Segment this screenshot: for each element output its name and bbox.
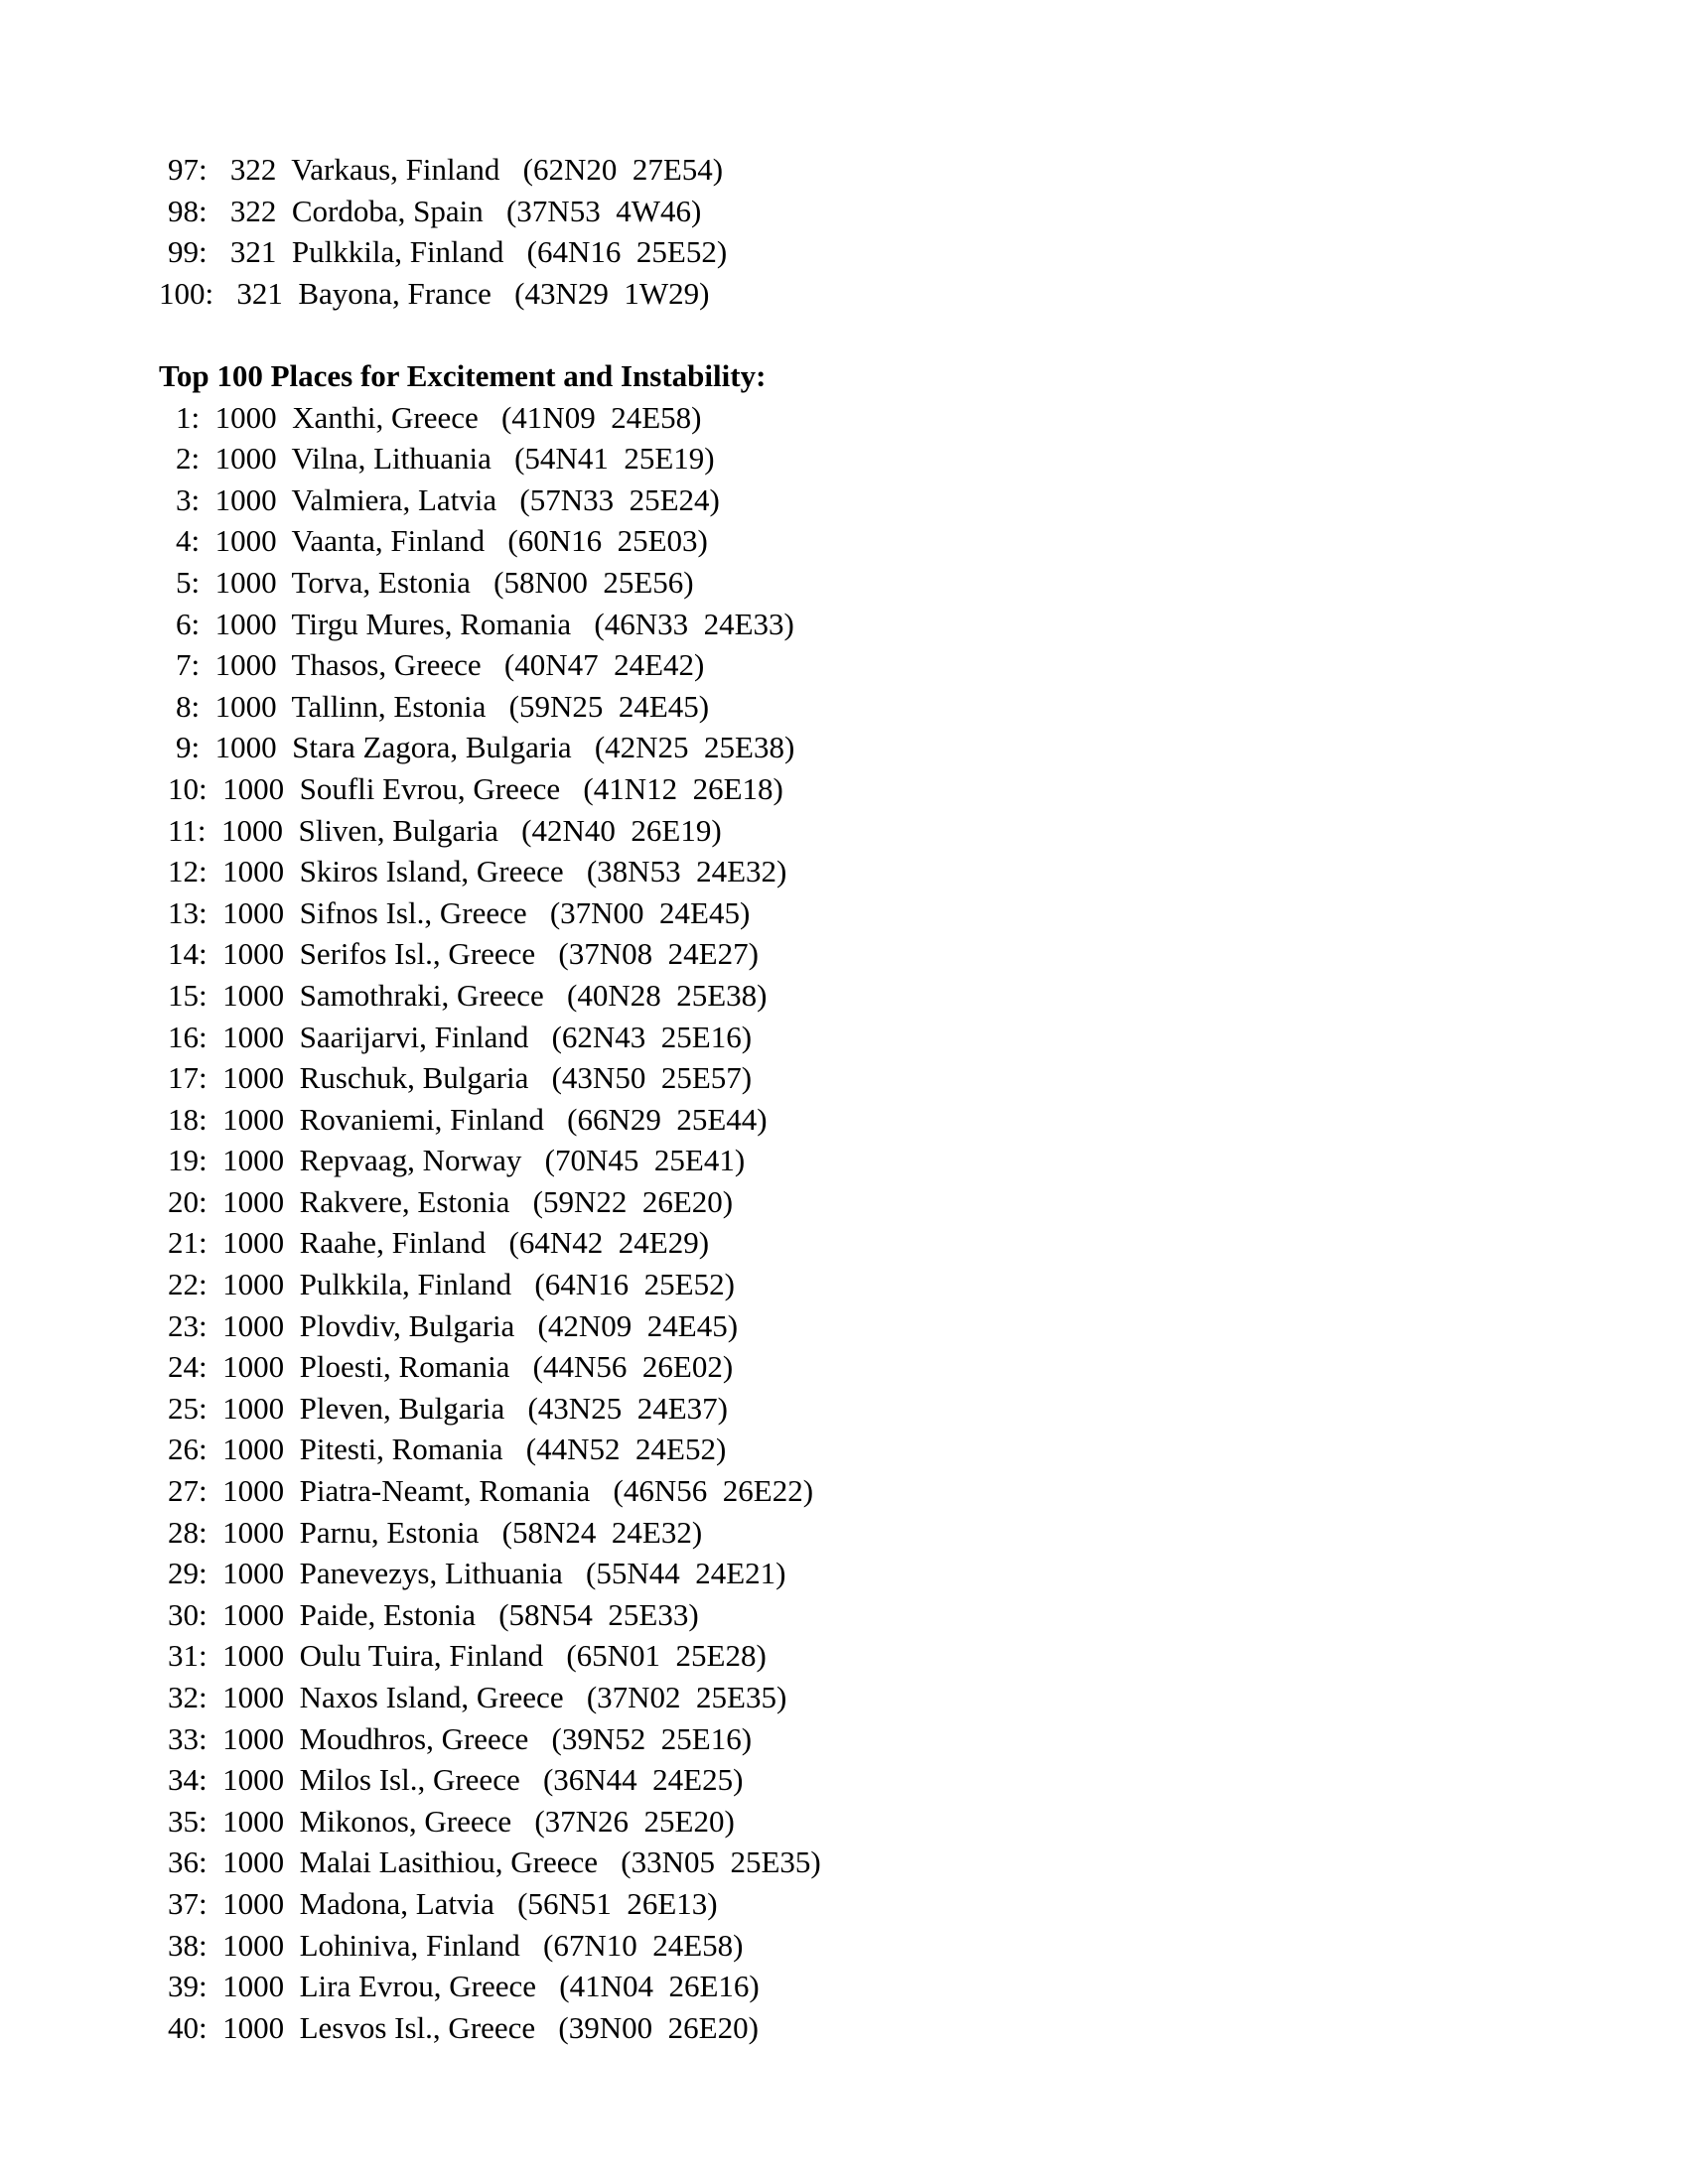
list-row: 24: 1000 Ploesti, Romania (44N56 26E02) xyxy=(168,1349,734,1385)
list-row: 99: 321 Pulkkila, Finland (64N16 25E52) xyxy=(168,234,728,270)
top-list xyxy=(159,397,821,2049)
list-row: 1: 1000 Xanthi, Greece (41N09 24E58) xyxy=(176,399,702,435)
list-row: 14: 1000 Serifos Isl., Greece (37N08 24E27) xyxy=(168,936,759,972)
list-row: 98: 322 Cordoba, Spain (37N53 4W46) xyxy=(168,193,702,228)
list-row: 2: 1000 Vilna, Lithuania (54N41 25E19) xyxy=(176,441,715,477)
list-row: 17: 1000 Ruschuk, Bulgaria (43N50 25E57) xyxy=(168,1060,753,1096)
list-row: 5: 1000 Torva, Estonia (58N00 25E56) xyxy=(176,564,694,600)
list-row: 30: 1000 Paide, Estonia (58N54 25E33) xyxy=(168,1596,699,1632)
previous-list xyxy=(159,149,727,314)
list-row: 25: 1000 Pleven, Bulgaria (43N25 24E37) xyxy=(168,1390,728,1426)
list-row: 29: 1000 Panevezys, Lithuania (55N44 24E21) xyxy=(168,1556,786,1591)
list-row: 31: 1000 Oulu Tuira, Finland (65N01 25E28) xyxy=(168,1638,767,1674)
list-row: 10: 1000 Soufli Evrou, Greece (41N12 26E18) xyxy=(168,770,783,806)
list-row: 37: 1000 Madona, Latvia (56N51 26E13) xyxy=(168,1885,718,1921)
list-row: 38: 1000 Lohiniva, Finland (67N10 24E58) xyxy=(168,1927,744,1963)
list-row: 12: 1000 Skiros Island, Greece (38N53 24E32) xyxy=(168,854,787,889)
list-row: 16: 1000 Saarijarvi, Finland (62N43 25E16) xyxy=(168,1019,753,1054)
section-heading: Top 100 Places for Excitement and Instability: xyxy=(159,358,767,393)
list-row: 18: 1000 Rovaniemi, Finland (66N29 25E44) xyxy=(168,1101,768,1137)
list-row: 39: 1000 Lira Evrou, Greece (41N04 26E16) xyxy=(168,1969,760,2004)
list-row: 32: 1000 Naxos Island, Greece (37N02 25E35) xyxy=(168,1680,787,1714)
list-row: 6: 1000 Tirgu Mures, Romania (46N33 24E33) xyxy=(176,606,794,641)
list-row: 27: 1000 Piatra-Neamt, Romania (46N56 26E22) xyxy=(168,1473,814,1509)
list-row: 26: 1000 Pitesti, Romania (44N52 24E52) xyxy=(168,1432,727,1467)
list-row: 7: 1000 Thasos, Greece (40N47 24E42) xyxy=(176,647,705,683)
list-row: 9: 1000 Stara Zagora, Bulgaria (42N25 25E38) xyxy=(176,730,795,765)
list-row: 4: 1000 Vaanta, Finland (60N16 25E03) xyxy=(176,523,708,559)
list-row: 34: 1000 Milos Isl., Greece (36N44 24E25) xyxy=(168,1762,744,1798)
list-row: 22: 1000 Pulkkila, Finland (64N16 25E52) xyxy=(168,1267,735,1302)
list-row: 13: 1000 Sifnos Isl., Greece (37N00 24E45) xyxy=(168,894,751,930)
list-row: 36: 1000 Malai Lasithiou, Greece (33N05 25E35) xyxy=(168,1844,821,1880)
list-row: 11: 1000 Sliven, Bulgaria (42N40 26E19) xyxy=(168,812,722,848)
list-row: 20: 1000 Rakvere, Estonia (59N22 26E20) xyxy=(168,1183,734,1219)
list-row: 8: 1000 Tallinn, Estonia (59N25 24E45) xyxy=(176,688,710,724)
list-row: 97: 322 Varkaus, Finland (62N20 27E54) xyxy=(168,152,724,187)
list-row: 23: 1000 Plovdiv, Bulgaria (42N09 24E45) xyxy=(168,1307,739,1343)
list-row: 33: 1000 Moudhros, Greece (39N52 25E16) xyxy=(168,1720,753,1756)
section-heading-wrap xyxy=(159,355,766,397)
list-row: 19: 1000 Repvaag, Norway (70N45 25E41) xyxy=(168,1143,746,1178)
list-row: 40: 1000 Lesvos Isl., Greece (39N00 26E20) xyxy=(168,2009,759,2045)
list-row: 100: 321 Bayona, France (43N29 1W29) xyxy=(159,275,710,311)
list-row: 28: 1000 Parnu, Estonia (58N24 24E32) xyxy=(168,1514,703,1550)
list-row: 35: 1000 Mikonos, Greece (37N26 25E20) xyxy=(168,1803,735,1839)
list-row: 3: 1000 Valmiera, Latvia (57N33 25E24) xyxy=(176,481,720,517)
list-row: 15: 1000 Samothraki, Greece (40N28 25E38) xyxy=(168,977,768,1013)
list-row: 21: 1000 Raahe, Finland (64N42 24E29) xyxy=(168,1225,710,1261)
